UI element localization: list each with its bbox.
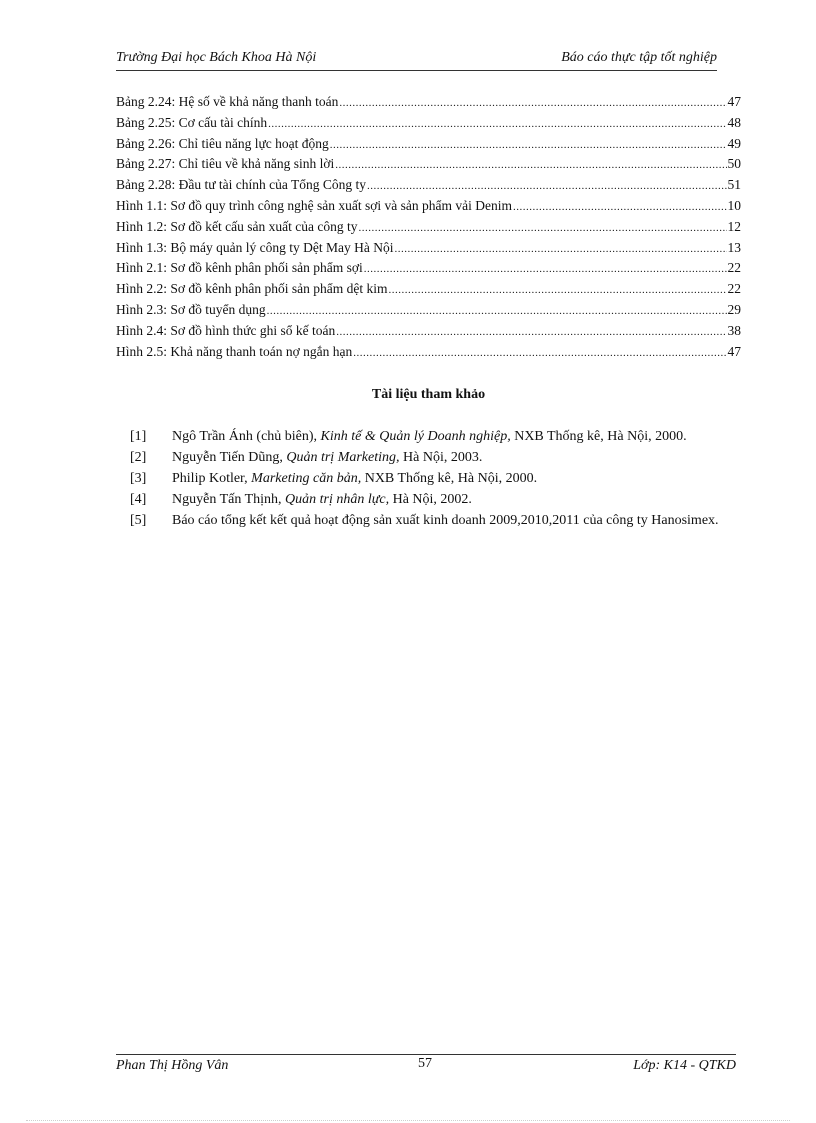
toc-entry-label: Hình 1.3: Bộ máy quản lý công ty Dệt May Hà Nội	[116, 239, 394, 255]
toc-entry[interactable]	[116, 94, 741, 115]
reference-text	[172, 489, 738, 510]
toc-entry[interactable]	[116, 219, 741, 240]
reference-number: [1]	[130, 429, 147, 444]
toc-entry-page: 47	[727, 94, 741, 109]
reference-number: [4]	[130, 492, 147, 507]
toc-entry-label: Bảng 2.25: Cơ cấu tài chính	[116, 114, 268, 130]
toc-leader-dots	[389, 284, 727, 296]
toc-entry[interactable]	[116, 136, 741, 157]
reference-title: Quản trị nhân lực,	[285, 492, 390, 507]
header-university: Trường Đại học Bách Khoa Hà Nội	[116, 50, 317, 65]
toc-entry[interactable]	[116, 344, 741, 365]
toc-entry-page: 22	[727, 281, 741, 297]
page-header	[116, 50, 717, 71]
toc-entry-label: Hình 2.3: Sơ đồ tuyển dụng	[116, 301, 266, 317]
toc-entry-page: 48	[727, 114, 741, 130]
toc-leader-dots	[358, 222, 726, 234]
reference-number: [2]	[130, 450, 147, 465]
toc-entry-page: 10	[727, 197, 741, 213]
reference-number: [3]	[130, 471, 147, 486]
toc-entry-page: 38	[727, 322, 741, 338]
toc-leader-dots	[513, 201, 727, 213]
toc-leader-dots	[330, 139, 727, 151]
toc-entry-label: Hình 2.5: Khả năng thanh toán nợ ngắn hạn	[116, 343, 353, 359]
footer-class: Lớp: K14 - QTKD	[633, 1058, 736, 1073]
reference-text	[172, 426, 738, 447]
toc-entry[interactable]	[116, 323, 741, 344]
page-edge-divider	[26, 1120, 790, 1121]
toc-entry[interactable]	[116, 198, 741, 219]
references-list	[130, 426, 738, 531]
toc-leader-dots	[339, 97, 726, 109]
toc-entry[interactable]	[116, 115, 741, 136]
reference-title: Marketing căn bản,	[251, 471, 362, 486]
toc-entry-label: Hình 2.2: Sơ đồ kênh phân phối sản phẩm dệt kim	[116, 281, 388, 297]
toc-leader-dots	[268, 118, 726, 130]
header-report-title: Báo cáo thực tập tốt nghiệp	[561, 50, 717, 65]
toc-entry-label: Bảng 2.24: Hệ số về khả năng thanh toán	[116, 94, 339, 109]
toc-entry-label: Hình 1.2: Sơ đồ kết cấu sản xuất của công ty	[116, 218, 358, 234]
reference-title: Kinh tế & Quản lý Doanh nghiệp,	[320, 429, 511, 444]
reference-item	[130, 426, 738, 447]
toc-entry-label: Bảng 2.26: Chỉ tiêu năng lực hoạt động	[116, 135, 329, 151]
toc-entry-page: 47	[727, 343, 741, 359]
reference-author: Philip Kotler,	[172, 471, 248, 486]
footer-author: Phan Thị Hồng Vân	[116, 1058, 229, 1073]
toc-leader-dots	[394, 243, 726, 255]
toc-entry[interactable]	[116, 281, 741, 302]
reference-text	[172, 447, 738, 468]
reference-item	[130, 447, 738, 468]
toc-entry[interactable]	[116, 260, 741, 281]
reference-publisher: NXB Thống kê, Hà Nội, 2000.	[364, 471, 538, 486]
toc-entry[interactable]	[116, 240, 741, 261]
toc-entry-page: 29	[727, 301, 741, 317]
reference-author: Báo cáo tổng kết kết quả hoạt động sản xuất kinh doanh 2009,2010,2011 của công ty Hanosimex.	[172, 513, 719, 528]
list-of-figures	[116, 94, 741, 364]
reference-number: [5]	[130, 513, 147, 528]
toc-entry-page: 49	[727, 135, 741, 151]
page-number: 57	[418, 1056, 432, 1071]
toc-leader-dots	[267, 305, 727, 317]
reference-text	[172, 510, 738, 531]
reference-title: Quản trị Marketing,	[286, 450, 400, 465]
toc-entry-page: 12	[727, 218, 741, 234]
toc-leader-dots	[353, 347, 726, 359]
toc-entry-label: Hình 2.1: Sơ đồ kênh phân phối sản phẩm sợi	[116, 260, 363, 276]
toc-entry-page: 50	[727, 156, 741, 172]
toc-entry-label: Bảng 2.28: Đầu tư tài chính của Tổng Công ty	[116, 177, 367, 193]
toc-entry[interactable]	[116, 177, 741, 198]
reference-publisher: Hà Nội, 2003.	[403, 450, 483, 465]
toc-entry-page: 22	[727, 260, 741, 276]
toc-entry-page: 13	[727, 239, 741, 255]
toc-entry-label: Hình 1.1: Sơ đồ quy trình công nghệ sản xuất sợi và sản phẩm vải Denim	[116, 197, 512, 213]
toc-leader-dots	[364, 263, 727, 275]
footer-divider	[116, 1054, 736, 1055]
reference-publisher: Hà Nội, 2002.	[392, 492, 472, 507]
toc-leader-dots	[336, 326, 726, 338]
reference-item	[130, 468, 738, 489]
reference-author: Nguyễn Tiến Dũng,	[172, 450, 283, 465]
toc-entry-label: Hình 2.4: Sơ đồ hình thức ghi sổ kế toán	[116, 322, 336, 338]
reference-item	[130, 489, 738, 510]
toc-entry-label: Bảng 2.27: Chỉ tiêu về khả năng sinh lời	[116, 156, 335, 172]
toc-entry-page: 51	[727, 177, 741, 193]
reference-item	[130, 510, 738, 531]
toc-leader-dots	[367, 180, 726, 192]
reference-author: Nguyễn Tấn Thịnh,	[172, 492, 282, 507]
toc-entry[interactable]	[116, 302, 741, 323]
page-footer	[116, 1058, 736, 1078]
reference-text	[172, 468, 738, 489]
references-heading: Tài liệu tham khảo	[371, 387, 486, 402]
toc-entry[interactable]	[116, 156, 741, 177]
reference-publisher: NXB Thống kê, Hà Nội, 2000.	[514, 429, 687, 444]
reference-author: Ngô Trần Ánh (chủ biên),	[172, 429, 318, 444]
toc-leader-dots	[335, 159, 726, 171]
